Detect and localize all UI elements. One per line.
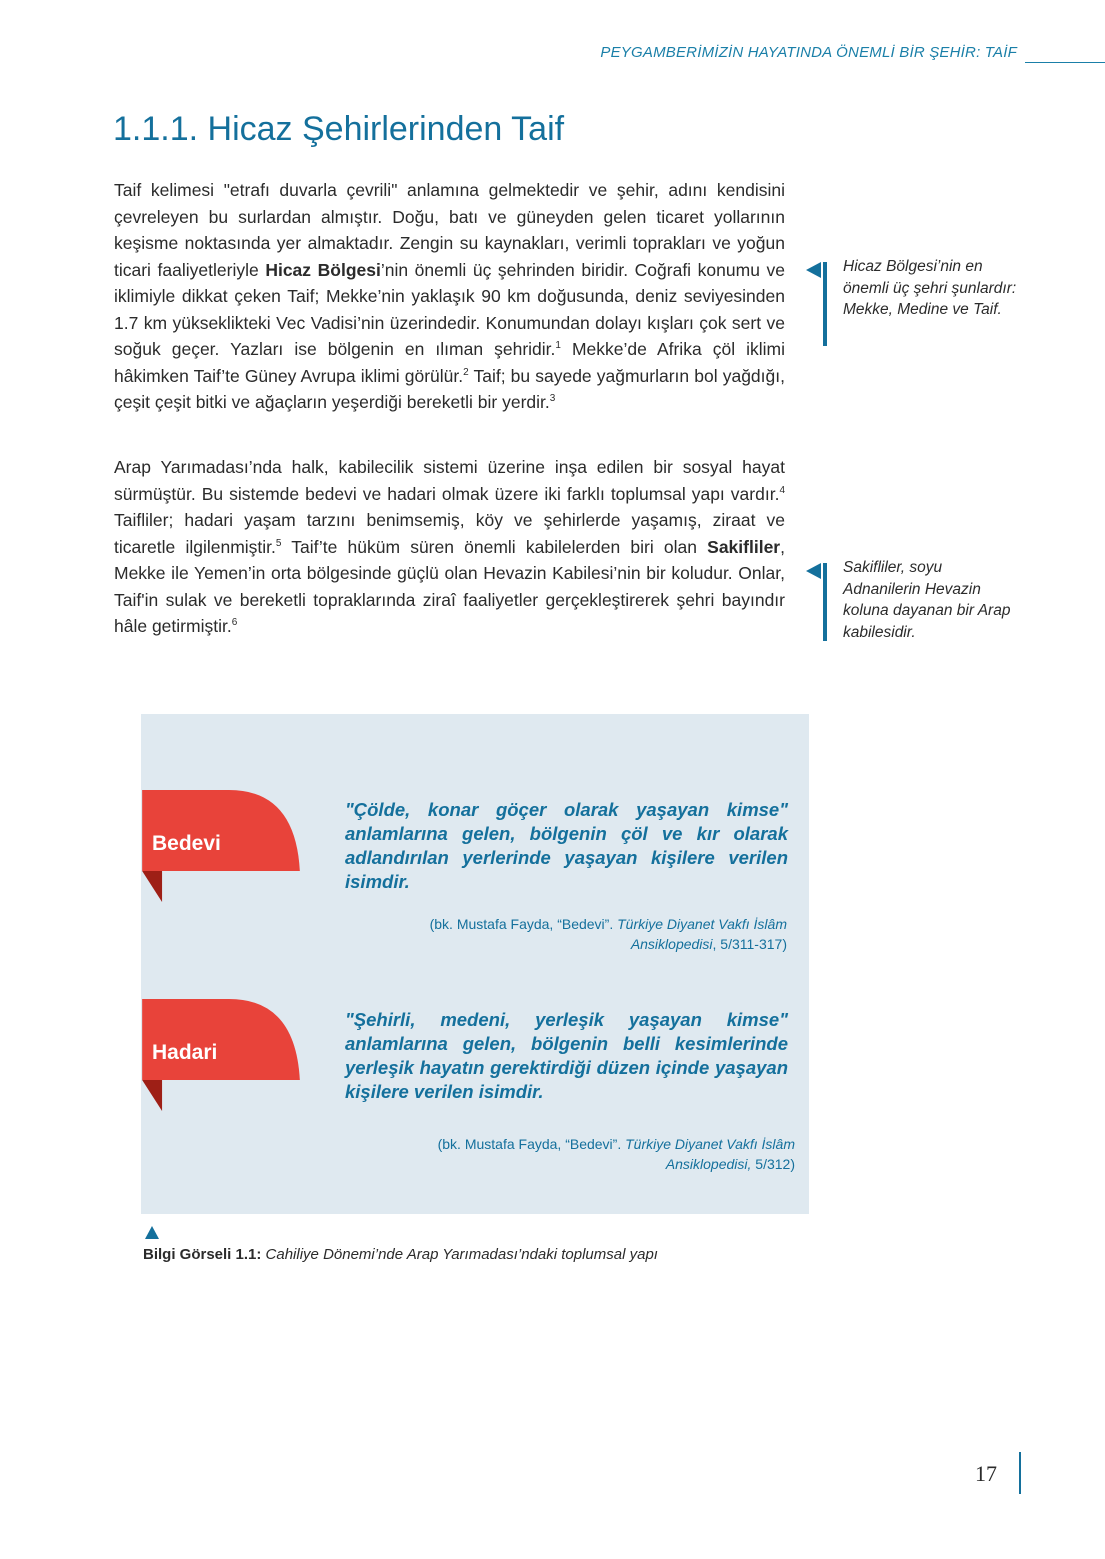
paragraph-2-text-d: , Mekke ile Yemen’in orta bölgesinde güçlü olan Hevazin Kabilesi’nin bir koludur. Onlar, Taif'in sulak ve bereketli topraklarında ziraî faaliyetler gerçekleştirerek şehri bayındır hâle getirmiştir. [114, 536, 785, 636]
caption-label: Bilgi Görseli 1.1: [143, 1246, 262, 1263]
footnote-ref-2[interactable]: 2 [463, 366, 469, 378]
note-bar [823, 262, 827, 346]
running-header: PEYGAMBERİMİZİN HAYATINDA ÖNEMLİ BİR ŞEHİR: TAİF [600, 44, 1017, 61]
paragraph-1-text-c: Mekke’de Afrika çöl iklimi hâkimken Taif’te Güney Avrupa iklimi görülür. [114, 339, 785, 386]
source-hadari [365, 1135, 795, 1174]
ribbon-label-bedevi: Bedevi [152, 832, 221, 855]
paragraph-1 [114, 177, 785, 416]
source-hadari-title: Türkiye Diyanet Vakfı İslâm Ansiklopedisi, [625, 1136, 795, 1172]
triangle-up-icon [145, 1226, 159, 1239]
page-number: 17 [975, 1461, 997, 1486]
page-number-rule [1019, 1452, 1021, 1494]
triangle-left-icon [806, 262, 821, 278]
paragraph-2-text-c: Taif’te hüküm süren önemli kabilelerden biri olan [281, 536, 708, 557]
ribbon-bedevi [114, 790, 328, 942]
margin-note-1-text: Hicaz Bölgesi’nin en önemli üç şehri şunlardır: Mekke, Medine ve Taif. [843, 258, 1017, 318]
footnote-ref-5[interactable]: 5 [275, 537, 282, 549]
footnote-ref-1[interactable]: 1 [555, 340, 561, 352]
ribbon-label-hadari: Hadari [152, 1041, 218, 1064]
figure-caption [143, 1246, 658, 1263]
paragraph-2 [114, 454, 785, 640]
paragraph-1-text-a: Taif kelimesi "etrafı duvarla çevrili" anlamına gelmektedir ve şehir, adını kendisini çevreleyen bu surlardan almıştır. Doğu, batı ve güneyden gelen ticaret yollarının keşisme noktasında yer almaktadır. Zengin su kaynakları, verimli toprakları ve yoğun ticari faaliyetleriyle [114, 180, 785, 280]
source-bedevi [367, 915, 787, 954]
source-bedevi-suffix: , 5/311-317) [712, 935, 787, 952]
paragraph-2-text-b: Taifliler; hadari yaşam tarzını benimsemiş, köy ve şehirlerde yaşamış, ziraat ve ticaretle ilgilenmiştir. [114, 510, 785, 557]
triangle-left-icon [806, 563, 821, 579]
footnote-ref-3[interactable]: 3 [549, 393, 556, 405]
note-bar [823, 563, 827, 641]
paragraph-1-text-b: ’nin önemli üç şehrinden biridir. Coğrafi konumu ve iklimiyle dikkat çeken Taif; Mekke’nin yaklaşık 90 km doğusunda, deniz seviyesinden 1.7 km yükseklikteki Vec Vadisi’nin üzerindedir. Konumundan dolayı kışları çok sert ve soğuk geçer. Yazları ise bölgenin en ılıman şehridir. [114, 259, 786, 359]
ribbon-shape [114, 999, 328, 1111]
ribbon-shape [114, 790, 328, 902]
source-bedevi-prefix: (bk. Mustafa Fayda, “Bedevi”. [429, 916, 618, 932]
definition-bedevi: "Çölde, konar göçer olarak yaşayan kimse" anlamlarına gelen, bölgenin çöl ve kır olarak adlandırılan yerlerinde yaşayan kişilere verilen isimdir. [345, 799, 788, 892]
source-bedevi-title: Türkiye Diyanet Vakfı İslâm Ansiklopedisi [617, 916, 787, 952]
ribbon-hadari [114, 999, 328, 1151]
margin-note-2-text: Sakifliler, soyu Adnanilerin Hevazin koluna dayanan bir Arap kabilesidir. [843, 559, 1011, 641]
header-rule [1025, 62, 1105, 63]
footnote-ref-4[interactable]: 4 [779, 484, 785, 496]
bold-hicaz-bolgesi: Hicaz Bölgesi [265, 259, 381, 280]
footnote-ref-6[interactable]: 6 [231, 617, 238, 629]
definition-hadari: "Şehirli, medeni, yerleşik yaşayan kimse" anlamlarına gelen, bölgenin belli kesimlerinde yerleşik hayatın gerektirdiği düzen içinde yaşayan kişilere verilen isimdir. [345, 1009, 788, 1102]
section-title: 1.1.1. Hicaz Şehirlerinden Taif [113, 110, 565, 148]
paragraph-1-text-d: Taif; bu sayede yağmurların bol yağdığı, çeşit çeşit bitki ve ağaçların yeşerdiği bereketli bir yerdir. [114, 365, 785, 412]
paragraph-2-text-a: Arap Yarımadası’nda halk, kabilecilik sistemi üzerine inşa edilen bir sosyal hayat sürmüştür. Bu sistemde bedevi ve hadari olmak üzere iki farklı toplumsal yapı vardır. [114, 457, 785, 504]
caption-text: Cahiliye Dönemi’nde Arap Yarımadası’ndaki toplumsal yapı [261, 1246, 658, 1263]
source-hadari-suffix: 5/312) [751, 1155, 795, 1172]
source-hadari-prefix: (bk. Mustafa Fayda, “Bedevi”. [437, 1136, 626, 1152]
bold-sakifliler: Sakifliler [707, 536, 781, 557]
